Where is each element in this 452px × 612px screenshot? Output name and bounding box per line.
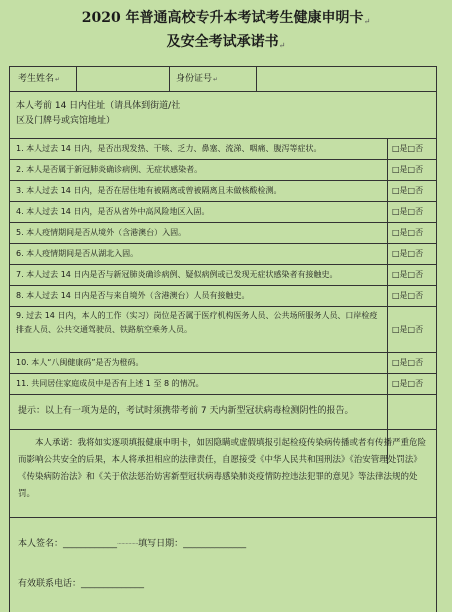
- return-mark-icon: ↵: [278, 41, 286, 50]
- question-4: 4. 本人过去 14 日内，是否从省外中高风险地区入固。: [16, 207, 210, 216]
- answer-5-yes-no[interactable]: □是□否: [392, 228, 424, 237]
- answer-4-yes-no[interactable]: □是□否: [392, 207, 424, 216]
- question-11: 11. 共同居住家庭成员中是否有上述 1 至 8 的情况。: [16, 379, 204, 388]
- phone-field[interactable]: ______________: [81, 579, 145, 589]
- signature-row: [18, 538, 246, 551]
- tip-note: 提示：以上有一项为是的，考试时须携带考前 7 天内新型冠状病毒检测阴性的报告。: [18, 406, 354, 416]
- answer-11-yes-no[interactable]: □是□否: [392, 379, 424, 388]
- question-7: 7. 本人过去 14 日内是否与新冠肺炎确诊病例、疑似病例或已发现无症状感染者有接触史。: [16, 270, 338, 279]
- answer-6-yes-no[interactable]: □是□否: [392, 249, 424, 258]
- pledge-text: 本人承诺：我将如实逐项填报健康申明卡，如因隐瞒或虚假填报引起检疫传染病传播或者有传播严重危险而影响公共安全的后果，本人将承担相应的法律责任，自愿接受《中华人民共和国刑法》《治安管理处罚法》《传染病防治法》和《关于依法惩治妨害新型冠状病毒感染肺炎疫情防控违法犯罪的意见》等法律法规的处罚。: [18, 438, 427, 499]
- id-input-cell[interactable]: [260, 67, 436, 91]
- answer-7-yes-no[interactable]: □是□否: [392, 270, 424, 279]
- dotted-separator: ···············: [117, 541, 139, 548]
- answer-1-yes-no[interactable]: □是□否: [392, 144, 424, 153]
- name-label: 考生姓名↵: [18, 74, 61, 84]
- question-3: 3. 本人过去 14 日内，是否在居住地有被隔离或曾被隔离且未做核酸检测。: [16, 186, 282, 195]
- title-line-2: 及安全考试承诺书: [166, 34, 279, 50]
- answer-9-yes-no[interactable]: □是□否: [392, 325, 424, 334]
- phone-label: 有效联系电话：: [18, 579, 82, 589]
- date-label: 填写日期：: [138, 539, 184, 549]
- name-input-cell[interactable]: [80, 67, 165, 91]
- question-1: 1. 本人过去 14 日内，是否出现发热、干咳、乏力、鼻塞、流涕、咽痛、腹泻等症状。: [16, 144, 322, 153]
- answer-3-yes-no[interactable]: □是□否: [392, 186, 424, 195]
- return-mark-icon: ↵: [363, 17, 371, 26]
- question-6: 6. 本人疫情期间是否从湖北入固。: [16, 249, 139, 258]
- title-line-1: 2020 年普通高校专升本考试考生健康申明卡: [81, 10, 364, 26]
- address-input-cell[interactable]: [280, 93, 436, 137]
- health-declaration-form: [9, 66, 437, 612]
- answer-10-yes-no[interactable]: □是□否: [392, 358, 424, 367]
- date-field[interactable]: ______________: [183, 539, 247, 549]
- page-title: [0, 8, 452, 56]
- return-mark-icon: ↵: [213, 76, 219, 83]
- question-8: 8. 本人过去 14 日内是否与来自境外（含港澳台）人员有接触史。: [16, 291, 250, 300]
- sign-label: 本人签名：: [18, 539, 64, 549]
- answer-8-yes-no[interactable]: □是□否: [392, 291, 424, 300]
- id-label: 身份证号↵: [176, 74, 219, 84]
- question-10: 10. 本人“八闽健康码”是否为橙码。: [16, 358, 144, 367]
- phone-row: [18, 578, 144, 591]
- return-mark-icon: ↵: [55, 76, 61, 83]
- question-5: 5. 本人疫情期间是否从境外（含港澳台）入固。: [16, 228, 187, 237]
- question-2: 2. 本人是否属于新冠肺炎确诊病例、无症状感染者。: [16, 165, 203, 174]
- address-label: 本人考前 14 日内住址（请具体到街道/社 区及门牌号或宾馆地址）: [16, 101, 181, 126]
- question-9: 9. 过去 14 日内，本人的工作（实习）岗位是否属于医疗机构医务人员、公共场所服务人员、口岸检疫排查人员、公共交通驾驶员、铁路航空乘务人员。: [16, 311, 378, 334]
- sign-field[interactable]: ____________: [63, 539, 118, 549]
- answer-2-yes-no[interactable]: □是□否: [392, 165, 424, 174]
